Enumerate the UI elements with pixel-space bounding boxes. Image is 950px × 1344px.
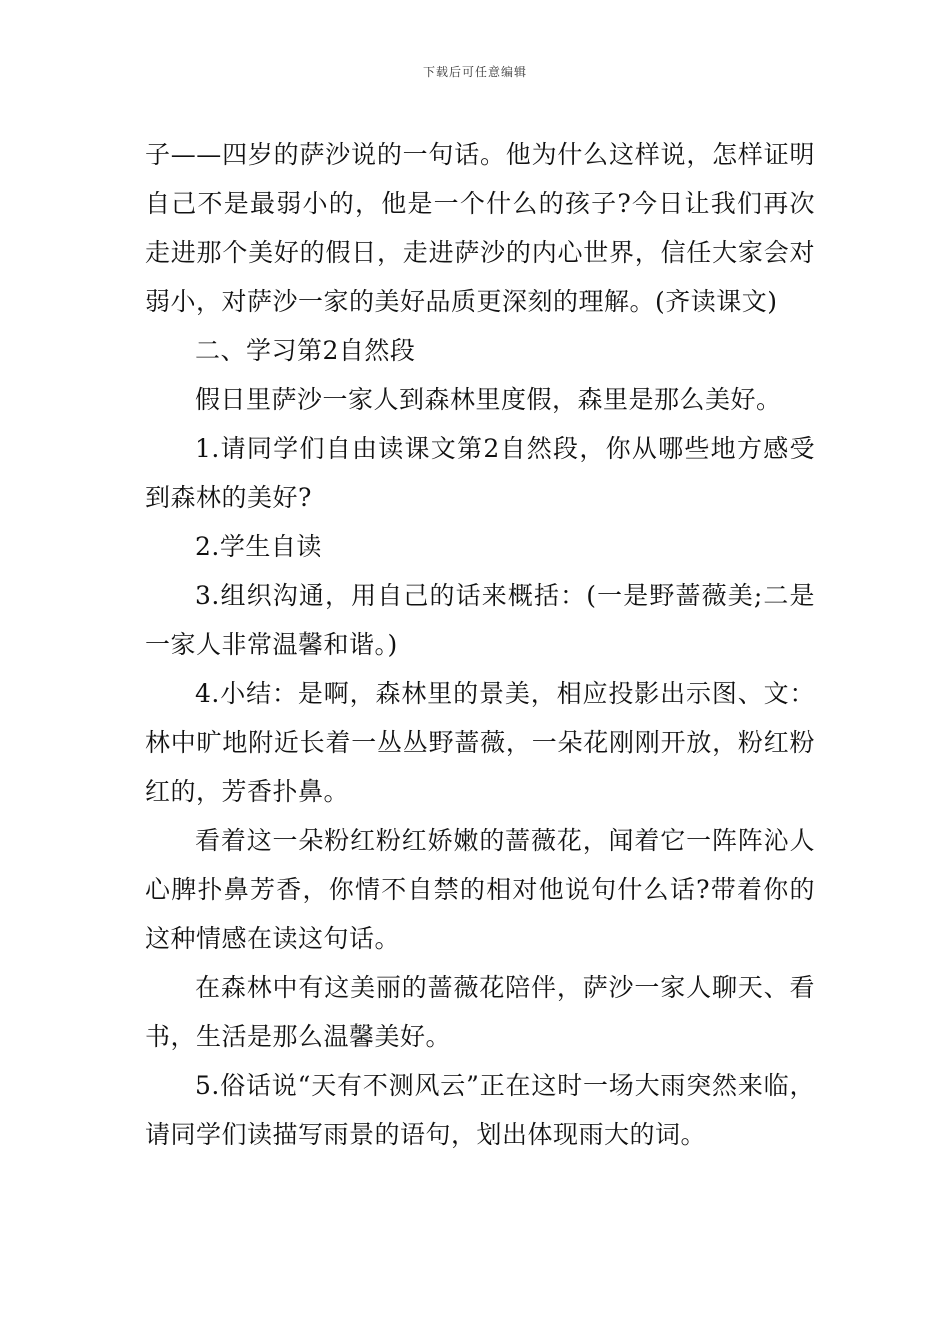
- paragraph: 假日里萨沙一家人到森林里度假，森里是那么美好。: [195, 385, 782, 414]
- list-item: 1.请同学们自由读课文第2自然段，你从哪些地方感受到森林的美好?: [145, 434, 815, 512]
- section-heading: 二、学习第2自然段: [195, 336, 416, 365]
- paragraph: 看着这一朵粉红粉红娇嫩的蔷薇花，闻着它一阵阵沁人心脾扑鼻芳香，你情不自禁的相对他说句什么话?带着你的这种情感在读这句话。: [145, 826, 815, 953]
- list-item: 4.小结：是啊，森林里的景美，相应投影出示图、文：林中旷地附近长着一丛丛野蔷薇，一朵花刚刚开放，粉红粉红的，芳香扑鼻。: [145, 679, 815, 806]
- paragraph-continuation: 子——四岁的萨沙说的一句话。他为什么这样说，怎样证明自己不是最弱小的，他是一个什么的孩子?今日让我们再次走进那个美好的假日，走进萨沙的内心世界，信任大家会对弱小，对萨沙一家的美好品质更深刻的理解。(齐读课文): [145, 140, 815, 316]
- page-header: 下载后可任意编辑: [422, 65, 527, 79]
- list-item: 2.学生自读: [195, 532, 322, 561]
- document-body: [145, 130, 815, 1159]
- list-item: 5.俗话说“天有不测风云”正在这时一场大雨突然来临，请同学们读描写雨景的语句，划出体现雨大的词。: [145, 1071, 815, 1149]
- paragraph: 在森林中有这美丽的蔷薇花陪伴，萨沙一家人聊天、看书，生活是那么温馨美好。: [145, 973, 815, 1051]
- list-item: 3.组织沟通，用自己的话来概括：(一是野蔷薇美;二是一家人非常温馨和谐。): [145, 581, 815, 659]
